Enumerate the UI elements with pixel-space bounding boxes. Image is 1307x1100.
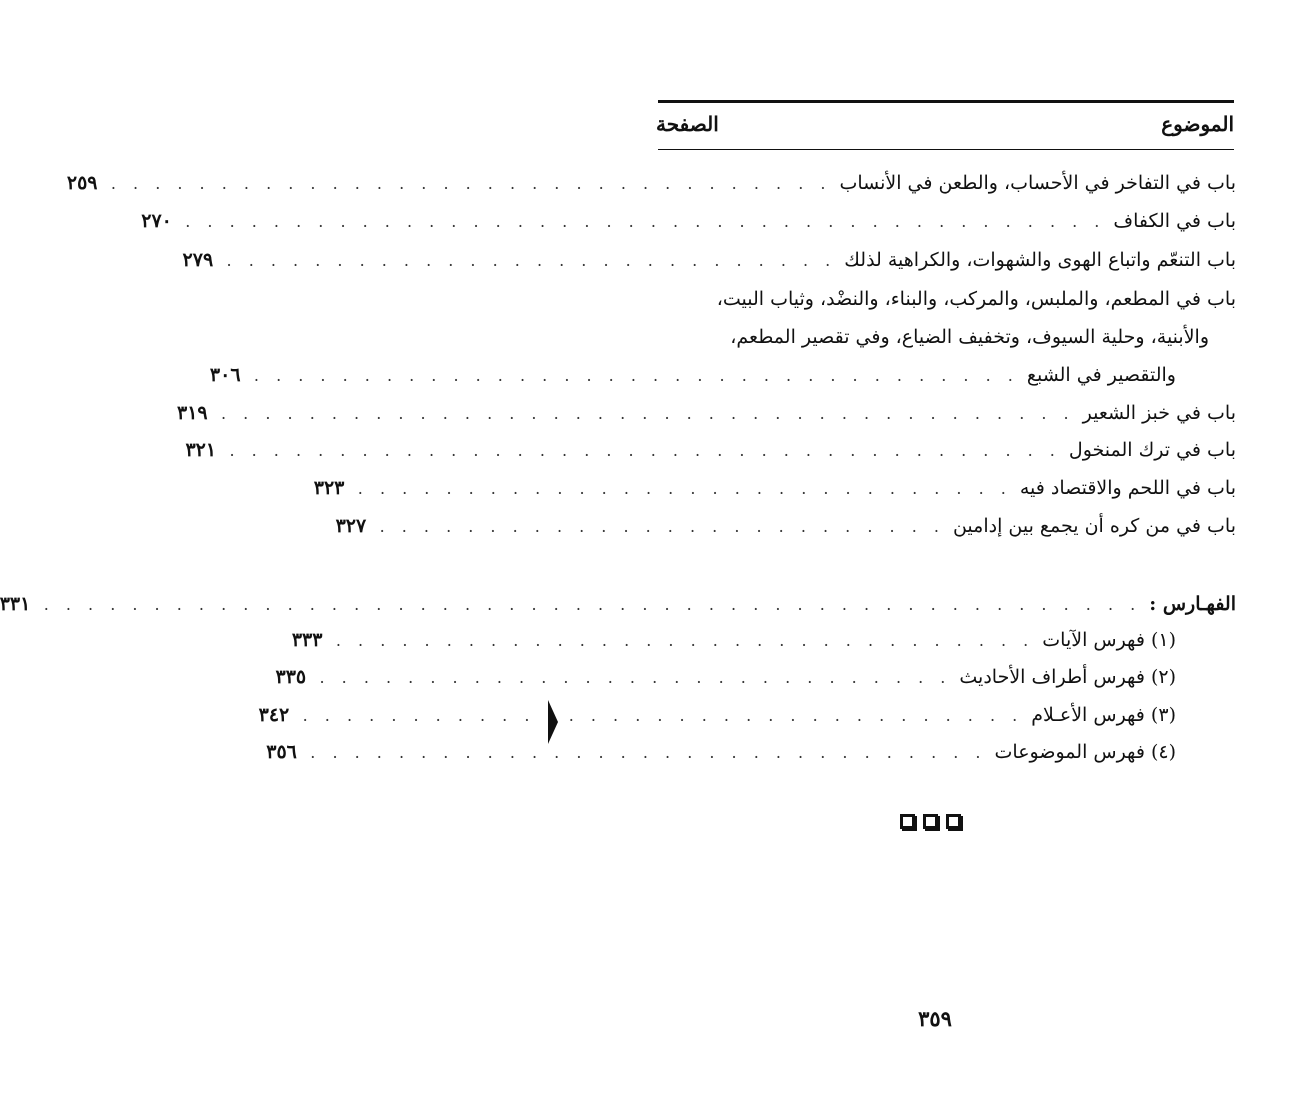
- index-entry-title: (٤) فهرس الموضوعات: [994, 741, 1176, 763]
- toc-entry-page: ٢٥٩: [66, 172, 98, 194]
- index-entry-title: (٣) فهرس الأعـلام: [1031, 704, 1176, 726]
- toc-entry-page: ٣١٩: [177, 402, 208, 424]
- leader-dots: . . . . . . . . . . . . . . . . . . . . . . . . . . . .: [226, 251, 837, 270]
- toc-entry: [182, 243, 1236, 277]
- index-entry-page: ٣٣٥: [275, 666, 307, 688]
- leader-dots: . . . . . . . . . . . . . . . . . . . . . . . . . . . . . .: [357, 479, 1012, 498]
- leader-dots: . . . . . . . . . . . . . . . . . . . . . . . . . . . . . . . . .: [302, 706, 1024, 725]
- indexes-heading: الفهـارس :: [1149, 593, 1236, 615]
- toc-entry-title-line: باب في المطعم، والملبس، والمركب، والبناء، والنضْد، وثياب البيت،: [716, 288, 1236, 310]
- leader-dots: . . . . . . . . . . . . . . . . . . . . . . . . . . . . . . .: [310, 743, 987, 762]
- leader-dots: . . . . . . . . . . . . . . . . . . . . . . . . . . . . . . . . . . . . . .: [229, 441, 1061, 460]
- toc-entry-page: ٣٢٣: [313, 477, 345, 499]
- toc-entry: [185, 433, 1236, 467]
- toc-entry-title: باب في الكفاف: [1113, 210, 1236, 232]
- leader-dots: . . . . . . . . . . . . . . . . . . . . . . . . . . . . . . . . . . .: [253, 366, 1019, 385]
- leader-dots: . . . . . . . . . . . . . . . . . . . . . . . . . .: [379, 517, 945, 536]
- toc-entry: [335, 509, 1236, 543]
- square-ornament-icon: [923, 814, 938, 829]
- square-ornament-icon: [946, 814, 961, 829]
- leader-dots: . . . . . . . . . . . . . . . . . . . . . . . . . . . . . . . .: [335, 631, 1035, 650]
- toc-entry-page: ٣٠٦: [209, 364, 241, 386]
- index-entry: [258, 698, 1206, 732]
- toc-entry-title: باب في التفاخر في الأحساب، والطعن في الأنساب: [839, 172, 1236, 194]
- toc-entry: [141, 204, 1236, 238]
- toc-entry: [66, 166, 1236, 200]
- toc-entry: [209, 358, 1206, 392]
- section-end-ornament: [900, 814, 961, 829]
- topic-column-label: الموضوع: [1161, 112, 1234, 136]
- leader-dots: . . . . . . . . . . . . . . . . . . . . . . . . . . . . . . . . . . . . . . . . . .: [185, 212, 1106, 231]
- index-entry: [266, 735, 1206, 769]
- toc-entry-title: باب في ترك المنخول: [1068, 439, 1236, 461]
- toc-header: [656, 112, 1234, 152]
- scan-edge-mark: [548, 700, 558, 744]
- toc-entry-page: ٣٢٧: [335, 515, 367, 537]
- indexes-heading-row: [0, 587, 1236, 621]
- indexes-heading-page: ٣٣١: [0, 593, 31, 615]
- index-entry-title: (٢) فهرس أطراف الأحاديث: [959, 666, 1176, 688]
- leader-dots: . . . . . . . . . . . . . . . . . . . . . . . . . . . . . . . . .: [110, 174, 832, 193]
- toc-entry-title: باب في خبز الشعير: [1082, 402, 1236, 424]
- leader-dots: . . . . . . . . . . . . . . . . . . . . . . . . . . . . .: [319, 668, 952, 687]
- index-entry-title: (١) فهرس الآيات: [1042, 629, 1176, 651]
- toc-entry-title: باب التنعّم واتباع الهوى والشهوات، والكراهية لذلك: [844, 249, 1236, 271]
- index-entry-page: ٣٥٦: [266, 741, 297, 763]
- page-number: ٣٥٩: [918, 1006, 952, 1031]
- header-rule: [658, 149, 1234, 150]
- index-entry-page: ٣٤٢: [258, 704, 290, 726]
- toc-entry-title-line: والتقصير في الشبع: [1026, 364, 1176, 386]
- index-entry: [275, 660, 1206, 694]
- toc-entry-page: ٣٢١: [185, 439, 217, 461]
- toc-entry-page: ٢٧٩: [182, 249, 214, 271]
- toc-entry: [177, 396, 1236, 430]
- square-ornament-icon: [900, 814, 915, 829]
- toc-entry: [313, 471, 1236, 505]
- leader-dots: . . . . . . . . . . . . . . . . . . . . . . . . . . . . . . . . . . . . . . . . . . . . . . . . . .: [43, 595, 1142, 614]
- toc-entry-title: باب في اللحم والاقتصاد فيه: [1019, 477, 1236, 499]
- index-entry-page: ٣٣٣: [291, 629, 323, 651]
- top-rule: [658, 100, 1234, 103]
- toc-entry-page: ٢٧٠: [141, 210, 172, 232]
- page-column-label: الصفحة: [656, 112, 719, 136]
- leader-dots: . . . . . . . . . . . . . . . . . . . . . . . . . . . . . . . . . . . . . . .: [221, 404, 1075, 423]
- toc-entry-title-line: والأبنية، وحلية السيوف، وتخفيف الضياع، وفي تقصير المطعم،: [730, 326, 1209, 348]
- toc-entry-title: باب في من كره أن يجمع بين إدامين: [952, 515, 1236, 537]
- index-entry: [291, 623, 1206, 657]
